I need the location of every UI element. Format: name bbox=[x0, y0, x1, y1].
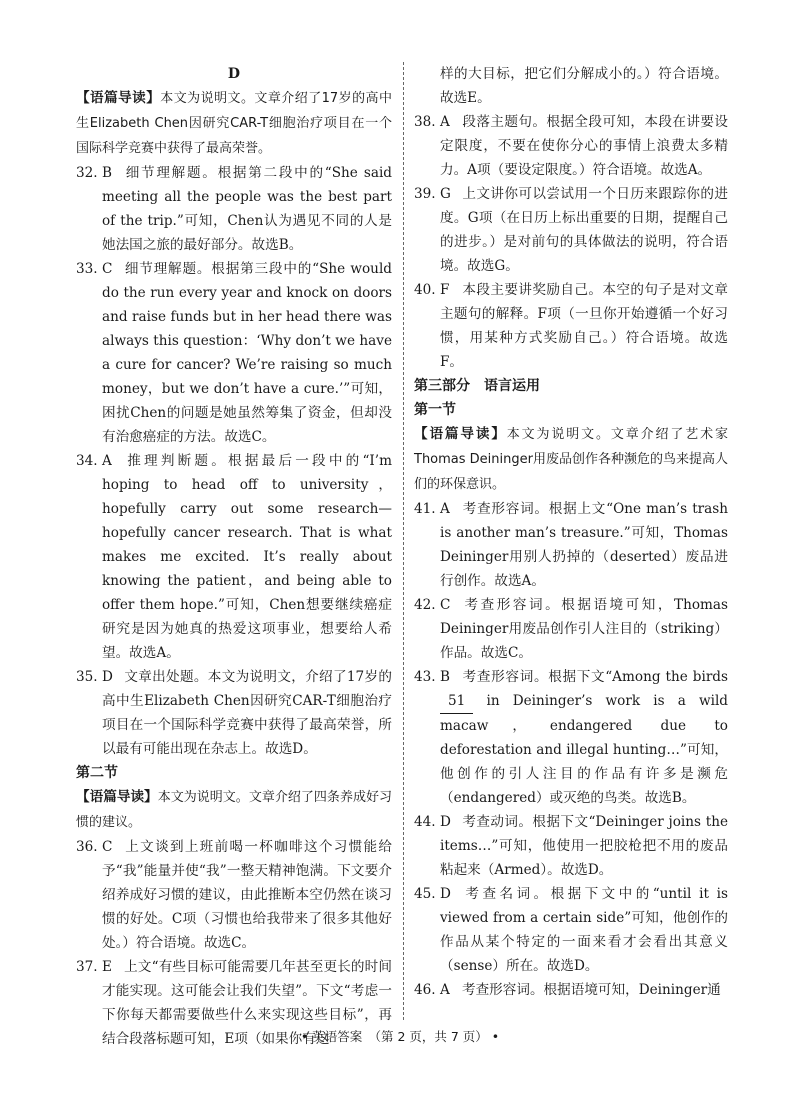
question-number: 46. bbox=[414, 982, 436, 998]
question-number: 37. bbox=[76, 959, 98, 975]
answer-letter: C bbox=[102, 839, 113, 855]
answer-item-40 bbox=[414, 278, 728, 374]
question-number: 43. bbox=[414, 669, 436, 685]
explanation-text: 考查名词。根据下文中的“until it is viewed from a certain side”可知，他创作的作品从某个特定的一面来看才会看出其意义（sense）所在。故选D。 bbox=[440, 886, 728, 974]
question-number: 36. bbox=[76, 839, 98, 855]
blank-number: 51 bbox=[440, 689, 473, 714]
explanation-text: 文章出处题。本文为说明文，介绍了17岁的高中生Elizabeth Chen因研究CAR-T细胞治疗项目在一个国际科学竞赛中获得了最高荣誉，所以最有可能出现在杂志上。故选D。 bbox=[102, 669, 392, 757]
column-divider bbox=[403, 62, 404, 1020]
page-footer: • 英语答案 （第 2 页，共 7 页） • bbox=[300, 1029, 500, 1044]
answer-item-38 bbox=[414, 110, 728, 182]
explanation-text: 考查形容词。根据上文“One man’s trash is another man’s treasure.”可知，Thomas Deininger用别人扔掉的（deserted）废品进行创作。故选A。 bbox=[440, 501, 728, 589]
guide-text: 本文为说明文。文章介绍了四条养成好习惯的建议。 bbox=[76, 790, 392, 830]
answer-letter: D bbox=[440, 814, 451, 830]
explanation-text: 考查形容词。根据下文“Among the birds bbox=[462, 669, 728, 685]
answer-letter: A bbox=[102, 453, 112, 469]
explanation-text: 上文“有些目标可能需要几年甚至更长的时间才能实现。这可能会让我们失望”。下文“考虑一下你每天都需要做些什么来实现这些目标”，再结合段落标题可知，E项（如果你有这 bbox=[102, 959, 392, 1047]
passage-heading: D bbox=[227, 66, 241, 82]
answer-letter: G bbox=[440, 186, 451, 202]
explanation-text: 本段主要讲奖励自己。本空的句子是对文章主题句的解释。F项（一旦你开始遵循一个好习惯，用某种方式奖励自己。）符合语境。故选F。 bbox=[440, 282, 728, 370]
question-number: 33. bbox=[76, 261, 98, 277]
explanation-text: 推理判断题。根据最后一段中的“I’m hoping to head off to university，hopefully carry out some research—hopefully cancer research. That is what makes me excited. It’s really about knowing the patient，and being able to offer them hope.”可知，Chen想要继续癌症研究是因为她真的热爱这项事业，想要给人希望。故选A。 bbox=[102, 453, 392, 661]
question-number: 44. bbox=[414, 814, 436, 830]
reading-guide-d bbox=[76, 86, 392, 161]
answer-item-39 bbox=[414, 182, 728, 278]
question-number: 45. bbox=[414, 886, 436, 902]
question-number: 40. bbox=[414, 282, 436, 298]
answer-item-45 bbox=[414, 882, 728, 978]
answer-item-35 bbox=[76, 665, 392, 761]
question-number: 42. bbox=[414, 597, 436, 613]
answer-item-42 bbox=[414, 593, 728, 665]
answer-letter: B bbox=[102, 165, 112, 181]
part-heading-3: 第三部分 语言运用 bbox=[414, 378, 540, 394]
answer-letter: A bbox=[440, 114, 450, 130]
guide-tag: 【语篇导读】 bbox=[414, 426, 507, 442]
question-number: 35. bbox=[76, 669, 98, 685]
right-column bbox=[414, 62, 728, 1002]
guide-text: 本文为说明文。文章介绍了17岁的高中生Elizabeth Chen因研究CAR-T细胞治疗项目在一个国际科学竞赛中获得了最高荣誉。 bbox=[76, 91, 393, 156]
answer-item-46 bbox=[414, 978, 728, 1002]
guide-tag: 【语篇导读】 bbox=[76, 789, 158, 805]
answer-letter: F bbox=[440, 282, 450, 298]
answer-letter: D bbox=[440, 886, 451, 902]
explanation-text: 考查形容词。根据语境可知，Deininger通 bbox=[462, 982, 721, 998]
explanation-text: 考查形容词。根据语境可知，Thomas Deininger用废品创作引人注目的（striking）作品。故选C。 bbox=[440, 597, 728, 661]
answer-letter: C bbox=[102, 261, 113, 277]
explanation-text: 上文谈到上班前喝一杯咖啡这个习惯能给予“我”能量并使“我”一整天精神饱满。下文要介绍养成好习惯的建议，由此推断本空仍然在谈习惯的好处。C项（习惯也给我带来了很多其他好处。）符合语境。故选C。 bbox=[102, 839, 392, 951]
answer-letter: C bbox=[440, 597, 451, 613]
explanation-text: 考查动词。根据下文“Deininger joins the items…”可知，他使用一把胶枪把不用的废品粘起来（Armed）。故选D。 bbox=[440, 814, 728, 878]
answer-item-37-continued bbox=[414, 62, 728, 110]
explanation-text: 细节理解题。根据第三段中的“She would do the run every year and knock on doors and raise funds but in her head there was always this question：‘Why don’t we have a cure for cancer? We’re raising so much money，but we don’t have a cure.’”可知，困扰Chen的问题是她虽然筹集了资金，但却没有治愈癌症的方法。故选C。 bbox=[102, 261, 392, 445]
question-number: 38. bbox=[414, 114, 436, 130]
explanation-text: 细节理解题。根据第二段中的“She said meeting all the people was the best part of the trip.”可知，Chen认为遇见不同的人是她法国之旅的最好部分。故选B。 bbox=[102, 165, 392, 253]
answer-item-41 bbox=[414, 497, 728, 593]
explanation-text-continued: in Deininger’s work is a wild macaw，endangered due to deforestation and illegal hunting…”可知，他创作的引人注目的作品有许多是濒危（endangered）或灭绝的鸟类。故选B。 bbox=[440, 693, 728, 806]
guide-tag: 【语篇导读】 bbox=[76, 90, 161, 106]
answer-letter: A bbox=[440, 501, 450, 517]
question-number: 32. bbox=[76, 165, 98, 181]
question-number: 34. bbox=[76, 453, 98, 469]
guide-text: 本文为说明文。文章介绍了艺术家Thomas Deininger用废品创作各种濒危的鸟来提高人们的环保意识。 bbox=[414, 427, 728, 492]
reading-guide-part-3 bbox=[414, 422, 728, 497]
answer-item-43 bbox=[414, 665, 728, 810]
explanation-text: 上文讲你可以尝试用一个日历来跟踪你的进度。G项（在日历上标出重要的日期，提醒自己的进步。）是对前句的具体做法的说明，符合语境。故选G。 bbox=[440, 186, 728, 274]
answer-letter: E bbox=[102, 959, 112, 975]
answer-item-36 bbox=[76, 835, 392, 955]
left-column bbox=[76, 62, 392, 1051]
reading-guide-section-2 bbox=[76, 785, 392, 835]
answer-item-33 bbox=[76, 257, 392, 449]
question-number: 39. bbox=[414, 186, 436, 202]
answer-letter: D bbox=[102, 669, 113, 685]
answer-item-34 bbox=[76, 449, 392, 665]
question-number: 41. bbox=[414, 501, 436, 517]
section-heading-1: 第一节 bbox=[414, 402, 456, 418]
explanation-text: 段落主题句。根据全段可知，本段在讲要设定限度，不要在使你分心的事情上浪费太多精力。A项（要设定限度。）符合语境。故选A。 bbox=[440, 114, 728, 178]
answer-letter: A bbox=[440, 982, 450, 998]
section-heading-2: 第二节 bbox=[76, 765, 118, 781]
answer-item-44 bbox=[414, 810, 728, 882]
answer-letter: B bbox=[440, 669, 450, 685]
explanation-text: 样的大目标，把它们分解成小的。）符合语境。故选E。 bbox=[440, 66, 728, 106]
answer-item-32 bbox=[76, 161, 392, 257]
